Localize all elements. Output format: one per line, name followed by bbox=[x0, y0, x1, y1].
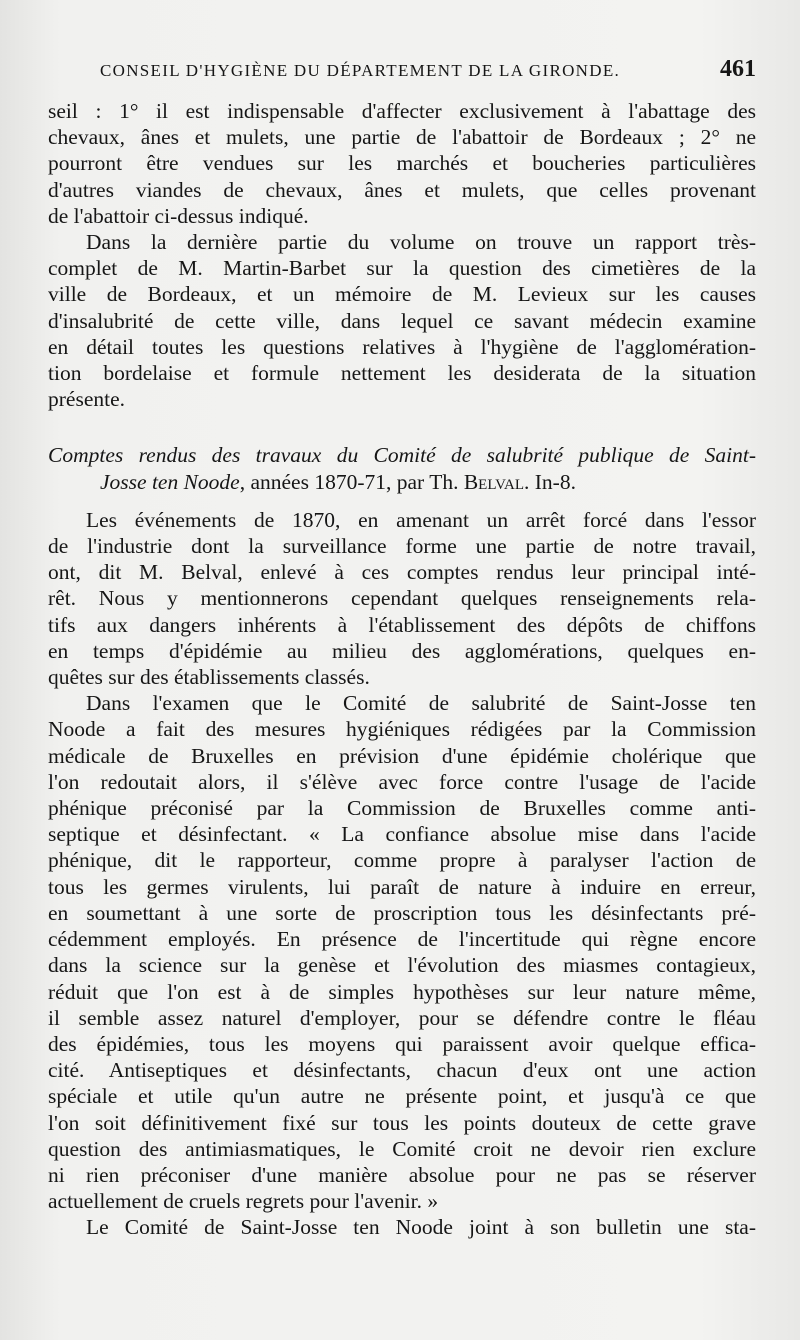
text-line: rêt. Nous y mentionnerons cependant quelques renseignements rela- bbox=[48, 586, 756, 611]
paragraph-1 bbox=[48, 98, 756, 229]
text-line: Dans la dernière partie du volume on trouve un rapport très- bbox=[86, 230, 756, 255]
paragraph-5 bbox=[48, 1214, 756, 1240]
text-line: en détail toutes les questions relatives à l'hygiène de l'agglomération- bbox=[48, 334, 756, 359]
text-line: quêtes sur des établissements classés. bbox=[48, 665, 370, 690]
text-line: l'on soit définitivement fixé sur tous les points douteux de cette grave bbox=[48, 1110, 756, 1135]
section-title-years: , années 1870-71, par Th. bbox=[239, 469, 464, 494]
text-line: ville de Bordeaux, et un mémoire de M. Levieux sur les causes bbox=[48, 282, 756, 307]
section-heading bbox=[48, 442, 756, 494]
text-line: phénique préconisé par la Commission de Bruxelles comme anti- bbox=[48, 796, 756, 821]
section-gap bbox=[48, 412, 756, 442]
page-number: 461 bbox=[720, 56, 756, 82]
text-line: ni rien préconiser d'une manière absolue pour ne pas se réserver bbox=[48, 1162, 756, 1187]
heading-gap bbox=[48, 495, 756, 507]
text-line: en soumettant à une sorte de proscription tous les désinfectants pré- bbox=[48, 900, 756, 925]
text-line: en temps d'épidémie au milieu des agglomérations, quelques en- bbox=[48, 638, 756, 663]
text-line: question des antimiasmatiques, le Comité croit ne devoir rien exclure bbox=[48, 1136, 756, 1161]
paragraph-2 bbox=[48, 229, 756, 412]
paragraph-4 bbox=[48, 690, 756, 1214]
section-title-line-1 bbox=[48, 442, 756, 468]
text-line: d'autres viandes de chevaux, ânes et mulets, que celles provenant bbox=[48, 177, 756, 202]
section-author: Belval bbox=[463, 469, 525, 494]
text-line: tion bordelaise et formule nettement les desiderata de la situation bbox=[48, 361, 756, 386]
paragraph-3 bbox=[48, 507, 756, 690]
body-text bbox=[48, 98, 756, 1241]
text-line: ont, dit M. Belval, enlevé à ces comptes rendus leur principal inté- bbox=[48, 560, 756, 585]
text-line: spéciale et utile qu'un autre ne présente point, et jusqu'à ce que bbox=[48, 1084, 756, 1109]
text-line: d'insalubrité de cette ville, dans lequel ce savant médecin examine bbox=[48, 308, 756, 333]
text-line: l'on redoutait alors, il s'élève avec force contre l'usage de l'acide bbox=[48, 769, 756, 794]
text-line: Noode a fait des mesures hygiéniques rédigées par la Commission bbox=[48, 717, 756, 742]
text-line: tous les germes virulents, lui paraît de nature à induire en erreur, bbox=[48, 874, 756, 899]
text-line: phénique, dit le rapporteur, comme propre à paralyser l'action de bbox=[48, 848, 756, 873]
text-line: cité. Antiseptiques et désinfectants, chacun d'eux ont une action bbox=[48, 1058, 756, 1083]
text-line: complet de M. Martin-Barbet sur la question des cimetières de la bbox=[48, 256, 756, 281]
running-head bbox=[48, 56, 756, 96]
section-title-place: Josse ten Noode bbox=[100, 469, 240, 494]
text-line: il semble assez naturel d'employer, pour se défendre contre le fléau bbox=[48, 1005, 756, 1030]
text-line: tifs aux dangers inhérents à l'établissement des dépôts de chiffons bbox=[48, 612, 756, 637]
text-line: réduit que l'on est à de simples hypothèses sur leur nature même, bbox=[48, 979, 756, 1004]
text-line: chevaux, ânes et mulets, une partie de l'abattoir de Bordeaux ; 2° ne bbox=[48, 125, 756, 150]
text-line: cédemment employés. En présence de l'incertitude qui règne encore bbox=[48, 927, 756, 952]
text-line: pourront être vendues sur les marchés et boucheries particulières bbox=[48, 151, 756, 176]
text-line: actuellement de cruels regrets pour l'avenir. » bbox=[48, 1189, 439, 1214]
running-head-title: CONSEIL D'HYGIÈNE DU DÉPARTEMENT DE LA GIRONDE. bbox=[100, 61, 621, 80]
text-line: médicale de Bruxelles en prévision d'une épidémie cholérique que bbox=[48, 743, 756, 768]
text-line: dans la science sur la genèse et l'évolution des miasmes contagieux, bbox=[48, 953, 756, 978]
text-line: de l'abattoir ci-dessus indiqué. bbox=[48, 203, 309, 228]
text-line: Les événements de 1870, en amenant un arrêt forcé dans l'essor bbox=[86, 507, 756, 532]
section-title-italic: Comptes rendus des travaux du Comité de salubrité publique de Saint- bbox=[48, 443, 756, 468]
text-line: Dans l'examen que le Comité de salubrité de Saint-Josse ten bbox=[86, 691, 756, 716]
text-line: des épidémies, tous les moyens qui paraissent avoir quelque effica- bbox=[48, 1031, 756, 1056]
text-line: Le Comité de Saint-Josse ten Noode joint à son bulletin une sta- bbox=[86, 1215, 756, 1240]
text-line: de l'industrie dont la surveillance forme une partie de notre travail, bbox=[48, 534, 756, 559]
text-line: présente. bbox=[48, 387, 126, 412]
section-title-line-2 bbox=[48, 469, 756, 495]
text-line: septique et désinfectant. « La confiance absolue mise dans l'acide bbox=[48, 822, 756, 847]
text-line: seil : 1° il est indispensable d'affecter exclusivement à l'abattage des bbox=[48, 99, 756, 123]
section-format: . In-8. bbox=[524, 469, 576, 494]
